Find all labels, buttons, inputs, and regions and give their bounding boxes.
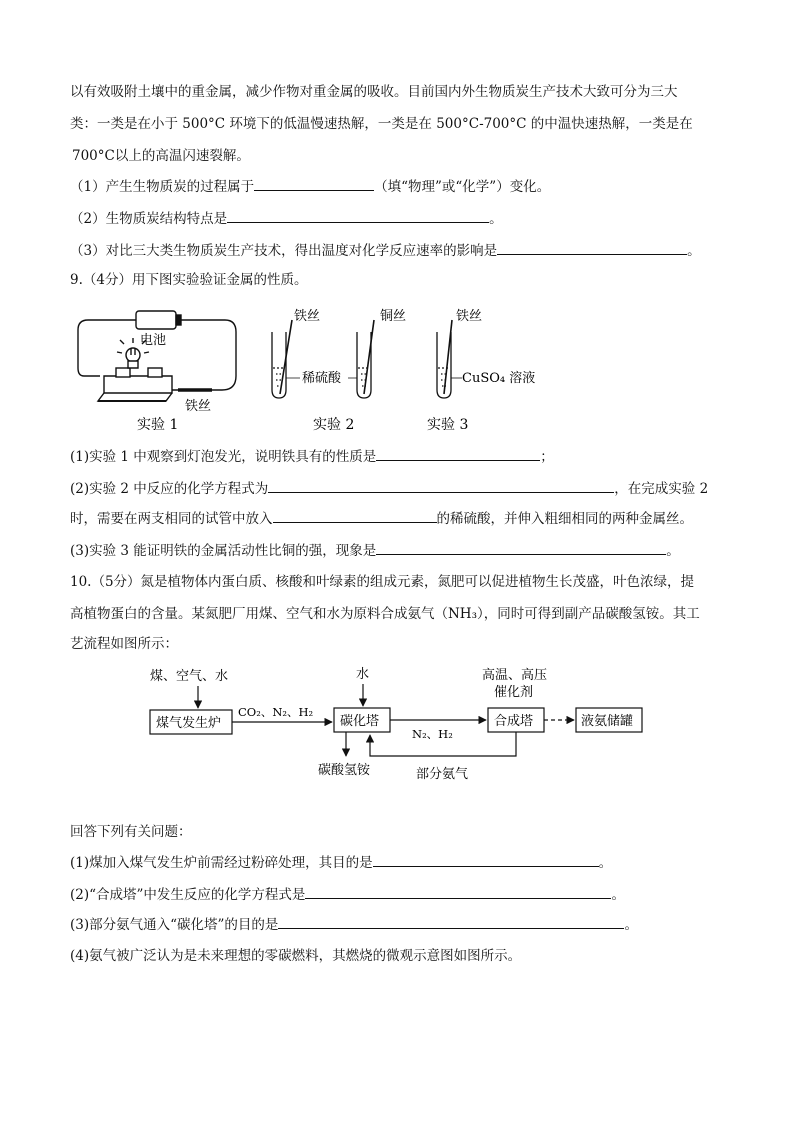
q9-3 [70,540,680,561]
q8-1-blank[interactable] [254,176,374,191]
recycle-label: 部分氨气 [416,767,469,782]
experiment-1 [78,311,236,401]
iron3-label: 铁丝 [456,309,483,324]
battery-label: 电池 [140,333,167,348]
exp2-label: 实验 2 [313,417,355,433]
intro-line-1: 以有效吸附土壤中的重金属，减少作物对重金属的吸收。目前国内外生物质炭生产技术大致可分为三大 [70,84,678,100]
q8-2 [70,208,503,229]
water-label: 水 [356,667,370,682]
experiment-3 [437,320,462,398]
q10-3-blank[interactable] [278,914,624,929]
copper-wire [364,320,374,394]
q8-2-blank[interactable] [227,208,489,223]
box1-label: 煤气发生炉 [156,716,222,731]
q9-2-blank-1[interactable] [268,478,614,493]
q9-2-blank-2[interactable] [273,508,437,523]
gas2-label: N₂、H₂ [412,727,453,741]
q9-2-cont-prompt: 时，需要在两支相同的试管中放入 [70,511,273,527]
q10-3-suffix: 。 [624,917,638,933]
q10-3-prompt: (3)部分氨气通入“碳化塔”的目的是 [70,917,279,933]
exp1-label: 实验 1 [137,417,179,433]
q9-1-blank[interactable] [376,446,540,461]
intro-line-3: 700°C以上的高温闪速裂解。 [72,148,250,164]
q9-3-prompt: (3)实验 3 能证明铁的金属活动性比铜的强，现象是 [70,543,377,559]
box2-label: 碳化塔 [340,714,380,729]
q10-1-prompt: (1)煤加入煤气发生炉前需经过粉碎处理，其目的是 [70,855,373,871]
q9-2-cont [70,508,693,529]
q8-3-suffix: 。 [687,243,701,259]
q10-line-1: 10.（5分）氮是植物体内蛋白质、核酸和叶绿素的组成元素，氮肥可以促进植物生长茂盛，叶色浓绿，提 [70,574,695,590]
q9-3-suffix: 。 [666,543,680,559]
q9-title: 9.（4分）用下图实验验证金属的性质。 [70,272,308,288]
q10-line-3: 艺流程如图所示： [70,636,178,652]
q10-2-blank[interactable] [305,884,611,899]
box3-label: 合成塔 [494,714,534,729]
q8-3-blank[interactable] [497,240,687,255]
q10-line-2: 高植物蛋白的含量。某氮肥厂用煤、空气和水为原料合成氨气（NH₃），同时可得到副产品碳酸氢铵。其工 [70,606,700,622]
q9-2-prompt: (2)实验 2 中反应的化学方程式为 [70,481,269,497]
q8-2-suffix: 。 [489,211,503,227]
q10-1 [70,852,612,873]
q9-2-suffix: ，在完成实验 2 [614,481,709,497]
product-label: 碳酸氢铵 [318,763,371,778]
iron2-label: 铁丝 [294,309,321,324]
acid-label: 稀硫酸 [302,371,342,386]
q8-3 [70,240,701,261]
q10-2-suffix: 。 [611,887,625,903]
cond2-label: 催化剂 [494,685,534,700]
cuso4-label: CuSO₄ 溶液 [462,371,536,386]
intro-line-2: 类：一类是在小于 500°C 环境下的低温慢速热解，一类是在 500°C-700°C 的中温快速热解，一类是在 [70,116,693,132]
q9-2-cont-suffix: 的稀硫酸，并伸入粗细相同的两种金属丝。 [436,511,693,527]
q9-2 [70,478,708,499]
lightbulb-icon [126,348,140,362]
q10-3 [70,914,638,935]
q10-process-flow [0,660,794,790]
base-plate [104,376,172,393]
battery-icon [136,311,176,329]
q10-4: (4)氨气被广泛认为是未来理想的零碳燃料，其燃烧的微观示意图如图所示。 [70,948,522,964]
q10-answer-heading: 回答下列有关问题： [70,824,192,840]
q10-2-prompt: (2)“合成塔”中发生反应的化学方程式是 [70,887,306,903]
q9-3-blank[interactable] [376,540,666,555]
q8-1-prompt: （1）产生生物质炭的过程属于 [70,179,255,195]
q9-experiment-figure [0,298,794,448]
box4-label: 液氨储罐 [581,714,634,729]
wire1-label: 铁丝 [185,399,212,414]
q10-1-blank[interactable] [373,852,599,867]
q9-1-prompt: (1)实验 1 中观察到灯泡发光，说明铁具有的性质是 [70,449,377,465]
q10-2 [70,884,625,905]
q8-2-prompt: （2）生物质炭结构特点是 [70,211,228,227]
q8-3-prompt: （3）对比三大类生物质炭生产技术，得出温度对化学反应速率的影响是 [70,243,498,259]
input1-label: 煤、空气、水 [150,669,229,684]
cond1-label: 高温、高压 [482,668,548,683]
q9-1-suffix: ； [540,449,554,465]
q9-1 [70,446,554,467]
q10-1-suffix: 。 [598,855,613,871]
q8-1 [70,176,550,197]
gas1-label: CO₂、N₂、H₂ [238,705,314,719]
exp3-label: 实验 3 [427,417,469,433]
experiment-2 [272,320,374,398]
q8-1-suffix: （填“物理”或“化学”）变化。 [374,179,551,195]
copper2-label: 铜丝 [380,309,407,324]
